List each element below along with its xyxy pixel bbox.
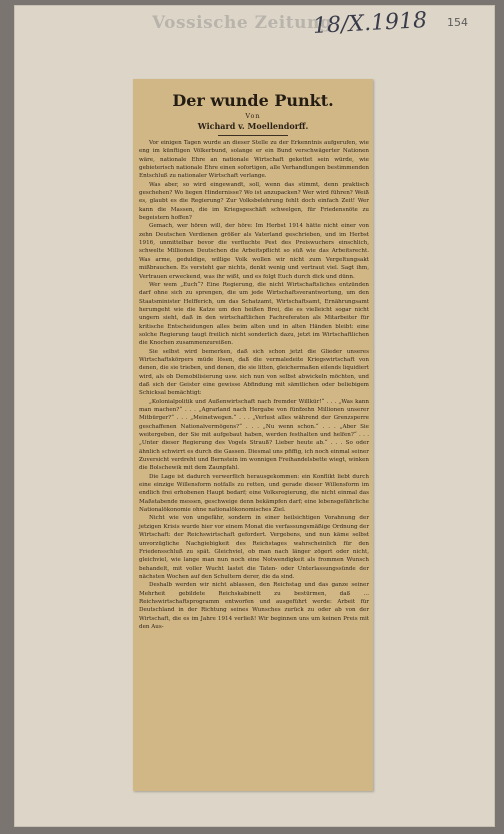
archive-page	[14, 5, 495, 827]
article-paragraph: Vor einigen Tagen wurde an dieser Stelle zu der Erkenntnis aufgerufen, wie eng im künftigen Völkerbund, solange er ein Bund verschwägerter Nationen wäre, nationale Ehre an nationale Wirtschaft gekettet sein würde, wie gebieterisch nationale Ehre einen sofortigen, alle Verhandlungen bestimmenden Entschluß zu nationaler Wirtschaft verlange.	[139, 140, 369, 180]
article-paragraph: Gemach, wer hören will, der höre: Im Herbst 1914 hätte nicht einer von zehn Deutschen Verdienen größer als Vaterland geschrieben, und im Herbst 1916, unmittelbar bevor die verfluchte Pest des Preiswuchers einschlich, schwelte Millionen Deutschen die Arbeitspflicht so süß wie das Arbeitsrecht. Was arme, geduldige, willige Volk wollen wir nicht zum Vergeltungsakt mißbrauchen. Es versteht gar nichts, denkt wenig und vertraut viel. Sagt ihm, Vertrauen erweckend, was ihr wißt, und es folgt Euch durch dick und dünn.	[139, 223, 369, 280]
article-paragraph: Sie selbst wird bemerken, daß sich schon jetzt die Glieder unseres Wirtschaftskörpers müde lösen, daß die vermaledeite Kriegswirtschaft von denen, die sie trieben, und denen, die sie litten, gleichermaßen eilends liquidiert wird, als ob Demobilisierung usw. sich nun von selbst abwickeln möchten, und daß sich der Geister eine gewisse Abfindung mit sämtlichen oder beliebigem Schicksal bemächtigt:	[139, 348, 369, 397]
article-paragraph: Die Lage ist dadurch verwerflich herausgekommen: ein Konflikt liebt durch eine einzige Willensform notfalls zu retten, und gerade dieser Willensform im endlich frei erhobenen Haupt bedarf; eine Volksregierung, die nicht einmal das Maßstabende messen, geschweige denn bekämpfen darf; eine lebensgefährliche Nationalökonomie ohne nationalökonomisches Ziel.	[139, 473, 369, 514]
article-title: Der wunde Punkt.	[172, 91, 334, 110]
article-paragraph: „Kolonialpolitik und Außenwirtschaft nach fremder Willkür!“ . . . „Was kann man machen?“ . . . „Agrarland nach Hergabe von fünfzehn Millionen unserer Mitbürger?“ . . . „Meinetwegen.“ . . . „Verlust alles während der Grenzsperre geschaffenen Nationalvermögens?“ . . . „Nu wenn schon.“ . . . „Aber Sie weitergeben, der Sie mit aufgebaut haben, werden festhalten und helfen?“ . . . „Unter dieser Regierung des Vogels Strauß? Lieber heute ab.“ . . . So oder ähnlich schwirrt es durch die Gassen. Diesmal uns pfiffig, ich noch einmal seiner Zuversicht verdreht und Bernstein im wonnigen Freihandelsbette wiegt, winken die Bolschewik mit dem Zaunpfahl.	[139, 398, 369, 472]
article-paragraph: Nicht wie von ungefähr, sondern in einer heilsichtigen Vorahnung der jetzigen Krisis wurde hier vor einem Monat die verfassungsmäßige Ordnung der Wirtschaft: der Reichswirtschaft gefordert. Vergebens, und nun käme selbst unvorzügliche Nachgiebigkeit des Reichstages wahrscheinlich für den Friedensschluß zu spät. Gleichviel, ob man nach länger zögert oder nicht, gleichviel, wie lange man nun noch eine Notwendigkeit als frommen Wunsch behandelt, mit voller Wucht lastet die Taten- oder Unterlassungssünde der nächsten Wochen auf den Schultern derer, die da sind.	[139, 515, 369, 580]
title-divider	[218, 135, 288, 136]
article-author: Wichard v. Moellendorff.	[197, 121, 309, 131]
article-paragraph: Deshalb werden wir nicht ablassen, den Reichstag und das ganze seiner Mehrheit gebildete Reichskabinett zu bestürmen, daß ... Reichswirtschaftsprogramm entworfen und ausgeführt werde: Arbeit für Deutschland in der Richtung seines Wunsches zurück zu oder ab von der Wirtschaft, die es im Jahre 1914 verließ! Wir beginnen uns um keinen Preis mit den Aus-	[139, 582, 369, 630]
handwritten-date: 18/X.1918	[312, 8, 428, 39]
newspaper-clipping	[133, 79, 373, 791]
article-body	[133, 139, 373, 631]
article-paragraph: Wer wem „Euch“? Eine Regierung, die nicht Wirtschaftsliches entzünden darf ohne sich zu sprengen, die um jede Wirtschaftsverantwortung, um den Staatsminister Helfferich, um das Schatzamt, Wirtschaftsamt, Ernährungsamt herumgeht wie die Katze um den heißen Brei, die es vielleicht sogar nicht ungern sieht, daß in den wirtschaftlichen Fachreferaten als Mitarbeiter für kritische Entscheidungen alles beim alten und in alten Händen bleibt: eine solche Regierung taugt freilich nicht sonderlich dazu, jetzt im Wirtschaftlichen die Knochen zusammenzureißen.	[139, 281, 369, 347]
article-paragraph: Was aber, so wird eingewandt, soll, wenn das stimmt, denn praktisch geschehen? Wo liegen Hindernisse? Wo ist anzupacken? Wer wird führen? Weiß es, glaubt es die Regierung? Zur Volksbelehrung fehlt doch einfach Zeit! Wer kann die Massen, die im Kriegsgeschäft schwelgen, für Friedensnöte zu begeistern hoffen?	[139, 181, 369, 222]
page-number: 154	[447, 16, 468, 29]
newspaper-stamp: Vossische Zeitung	[152, 13, 333, 33]
byline-prefix: Von	[245, 112, 261, 120]
